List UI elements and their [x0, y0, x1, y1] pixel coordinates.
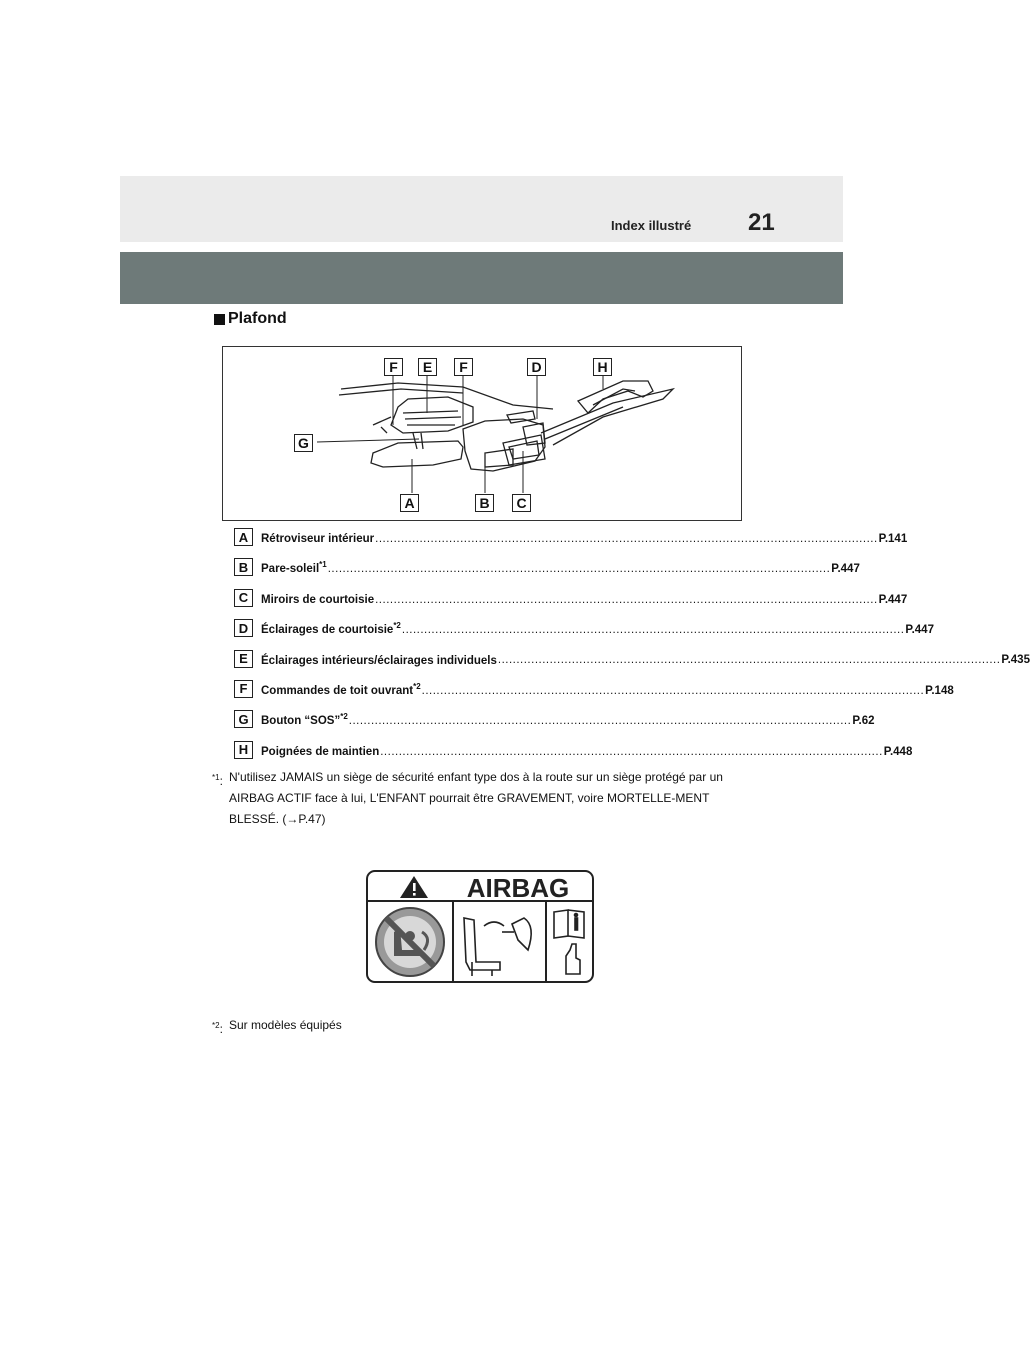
ceiling-illustration: [222, 346, 742, 521]
square-bullet-icon: [214, 314, 225, 325]
callout-h: H: [593, 358, 612, 376]
footnote-mark: *1: [212, 773, 220, 782]
legend-label: Pare-soleil: [261, 563, 320, 576]
no-rear-facing-child-seat-icon: [376, 908, 444, 976]
legend-label: Commandes de toit ouvrant: [261, 684, 414, 697]
section-heading: [214, 310, 287, 328]
dot-leader: ........................................................................................................................................: [348, 715, 852, 728]
legend-key: E: [234, 650, 253, 668]
legend-item: [234, 680, 954, 710]
legend-label: Rétroviseur intérieur: [261, 532, 375, 545]
section-band: [120, 252, 843, 304]
dot-leader: ........................................................................................................................................: [375, 532, 878, 545]
callout-c: C: [512, 494, 531, 512]
footnote-mark: *2: [212, 1021, 220, 1030]
legend-sup: *2: [393, 621, 401, 631]
legend-label: Poignées de maintien: [261, 745, 380, 758]
footnote-1: $^{*1}$: N'utilisez JAMAIS un siège de sécurité enfant type dos à la route sur un siège protégé par un AIRBAG ACTIF face à lui, L'ENFANT pourrait être GRAVEMENT, voire MORTELLE-MENT BLESSÉ. (→P.47): [212, 767, 752, 830]
dot-leader: ........................................................................................................................................: [327, 563, 831, 576]
airbag-title: AIRBAG: [466, 873, 570, 903]
legend-label: Éclairages intérieurs/éclairages individuels: [261, 654, 497, 667]
dot-leader: ........................................................................................................................................: [421, 684, 925, 697]
dot-leader: ........................................................................................................................................: [375, 593, 878, 606]
legend-label: Bouton “SOS”: [261, 715, 341, 728]
legend-item: [234, 528, 908, 558]
legend-key: B: [234, 558, 253, 576]
callout-e: E: [418, 358, 437, 376]
callout-b: B: [475, 494, 494, 512]
legend-key: F: [234, 680, 253, 698]
airbag-warning-label: [366, 870, 594, 983]
callout-f-right: F: [454, 358, 473, 376]
header-band: [120, 176, 843, 242]
legend-key: H: [234, 741, 253, 759]
legend-item: [234, 650, 1030, 680]
dot-leader: ........................................................................................................................................: [380, 745, 883, 758]
legend-page-ref[interactable]: P.141: [878, 532, 908, 545]
legend-item: [234, 619, 934, 649]
legend-item: [234, 589, 908, 619]
legend-label: Miroirs de courtoisie: [261, 593, 375, 606]
legend-item: [234, 558, 860, 588]
legend-label: Éclairages de courtoisie: [261, 624, 394, 636]
callout-d: D: [527, 358, 546, 376]
legend-page-ref[interactable]: P.148: [925, 684, 954, 697]
legend-sup: *2: [413, 681, 421, 691]
dot-leader: ........................................................................................................................................: [401, 624, 905, 636]
footnote-2: $^{*2}$: Sur modèles équipés: [212, 1015, 752, 1036]
legend-sup: *1: [319, 560, 327, 570]
callout-a: A: [400, 494, 419, 512]
page-number: 21: [748, 209, 775, 236]
legend-page-ref[interactable]: P.62: [852, 715, 875, 728]
legend-page-ref[interactable]: P.447: [905, 624, 934, 636]
footnote-text: N'utilisez JAMAIS un siège de sécurité enfant type dos à la route sur un siège protégé par un AIRBAG ACTIF face à lui, L'ENFANT pourrait être GRAVEMENT, voire MORTELLE-MENT BLESSÉ. (→P.47): [229, 770, 723, 826]
legend-page-ref[interactable]: P.448: [883, 745, 913, 758]
dot-leader: ........................................................................................................................................: [497, 654, 1001, 667]
legend-item: [234, 710, 875, 740]
callout-g: G: [294, 434, 313, 452]
legend-key: D: [234, 619, 253, 637]
legend-key: G: [234, 710, 253, 728]
legend-sup: *2: [340, 712, 348, 722]
legend-page-ref[interactable]: P.435: [1001, 654, 1030, 667]
legend-list: [234, 528, 1030, 771]
airbag-label-drawing: [366, 870, 594, 983]
legend-page-ref[interactable]: P.447: [831, 563, 860, 576]
section-title: Plafond: [228, 310, 287, 327]
legend-key: C: [234, 589, 253, 607]
legend-key: A: [234, 528, 253, 546]
footnote-text: Sur modèles équipés: [229, 1018, 342, 1032]
page-header-title: Index illustré: [611, 218, 692, 233]
callout-f-left: F: [384, 358, 403, 376]
legend-page-ref[interactable]: P.447: [878, 593, 908, 606]
